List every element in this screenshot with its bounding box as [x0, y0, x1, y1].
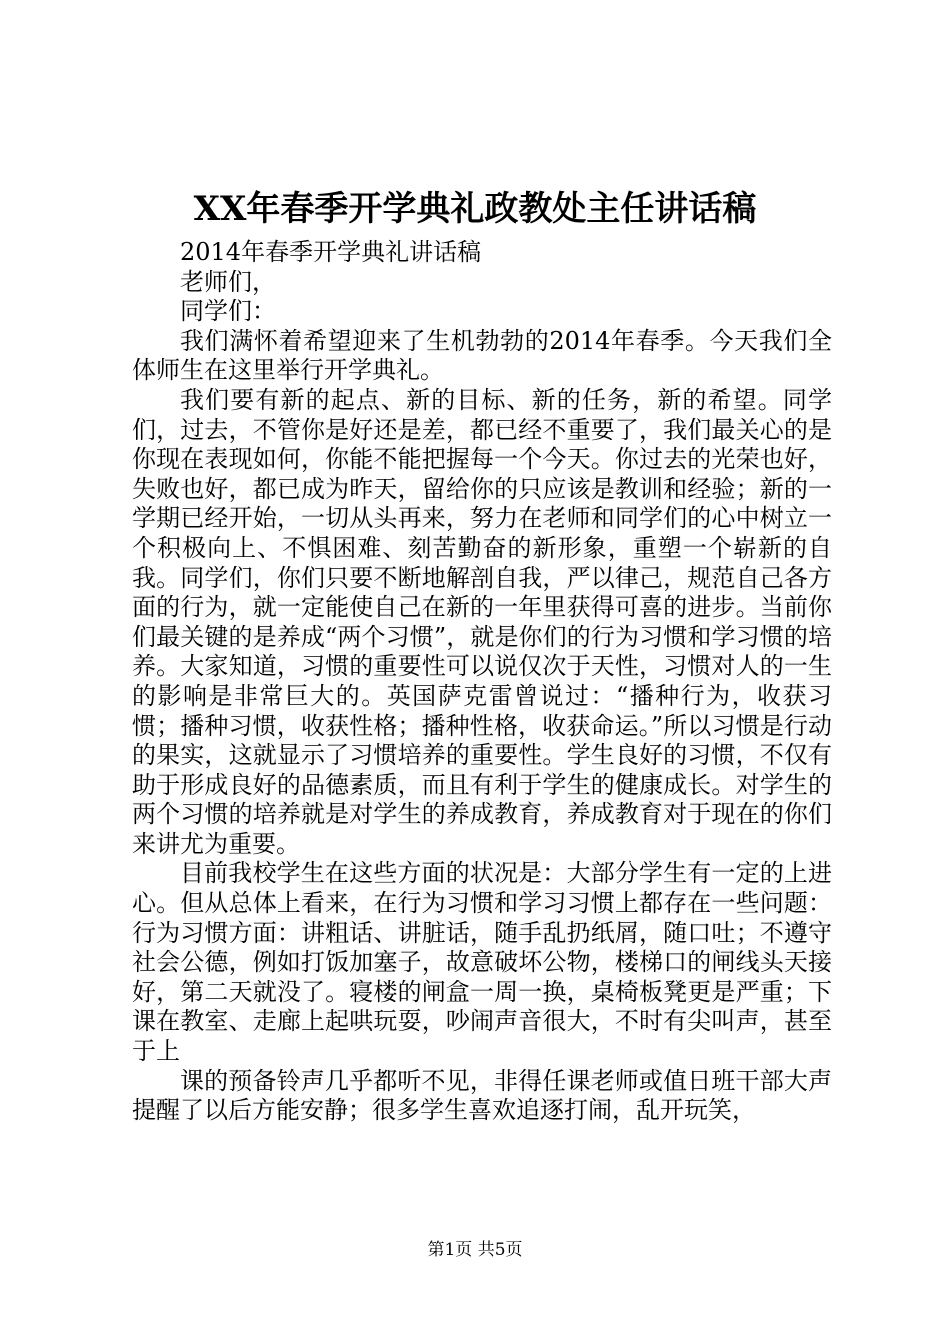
greeting-teachers: 老师们，	[180, 267, 276, 296]
paragraph: 我们满怀着希望迎来了生机勃勃的2014年春季。今天我们全体师生在这里举行开学典礼。	[132, 326, 832, 385]
paragraph: 我们要有新的起点、新的目标、新的任务，新的希望。同学们，过去，不管你是好还是差，都已经不重要了，我们最关心的是你现在表现如何，你能不能把握每一个今天。你过去的光荣也好，失败也好，都已成为昨天，留给你的只应该是教训和经验；新的一学期已经开始，一切从头再来，努力在老师和同学们的心中树立一个积极向上、不惧困难、刻苦勤奋的新形象，重塑一个崭新的自我。同学们，你们只要不断地解剖自我，严以律己，规范自己各方面的行为，就一定能使自己在新的一年里获得可喜的进步。当前你们最关键的是养成“两个习惯”，就是你们的行为习惯和学习惯的培养。大家知道，习惯的重要性可以说仅次于天性，习惯对人的一生的影响是非常巨大的。英国萨克雷曾说过：“播种行为，收获习惯；播种习惯，收获性格；播种性格，收获命运。”所以习惯是行动的果实，这就显示了习惯培养的重要性。学生良好的习惯，不仅有助于形成良好的品德素质，而且有利于学生的健康成长。对学生的两个习惯的培养就是对学生的养成教育，养成教育对于现在的你们来讲尤为重要。	[132, 385, 832, 858]
greeting-students: 同学们：	[180, 297, 276, 326]
paragraph: 目前我校学生在这些方面的状况是：大部分学生有一定的上进心。但从总体上看来，在行为习惯和学习习惯上都存在一些问题：行为习惯方面：讲粗话、讲脏话，随手乱扔纸屑，随口吐；不遵守社会公德，例如打饭加塞子，故意破坏公物，楼梯口的闸线头天接好，第二天就没了。寝楼的闸盒一周一换，桌椅板凳更是严重；下课在教室、走廊上起哄玩耍，吵闹声音很大，不时有尖叫声，甚至于上	[132, 859, 832, 1066]
speech-subtitle: 2014年春季开学典礼讲话稿	[180, 238, 482, 266]
document-body	[132, 238, 832, 1126]
page-footer: 第1页 共5页	[427, 1240, 523, 1260]
paragraph: 课的预备铃声几乎都听不见，非得任课老师或值日班干部大声提醒了以后方能安静；很多学生喜欢追逐打闹，乱开玩笑，	[132, 1066, 832, 1125]
document-title: XX年春季开学典礼政教处主任讲话稿	[193, 189, 757, 229]
